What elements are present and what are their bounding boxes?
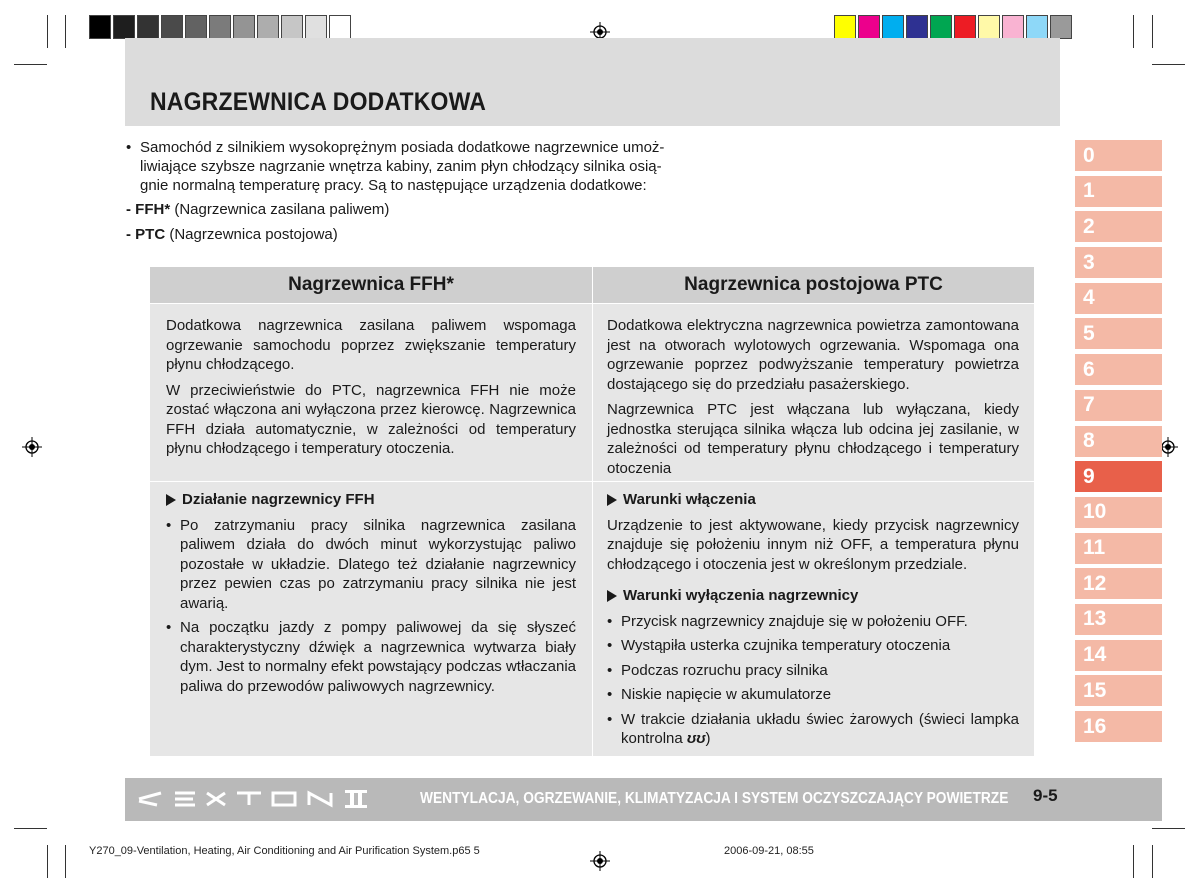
color-swatch bbox=[882, 15, 904, 39]
color-swatch bbox=[1050, 15, 1072, 39]
chapter-tab-12[interactable]: 12 bbox=[1075, 568, 1162, 599]
color-swatch bbox=[906, 15, 928, 39]
crop-mark bbox=[65, 15, 66, 48]
crop-mark bbox=[1152, 15, 1153, 48]
bullet-dot: • bbox=[607, 661, 613, 679]
chapter-tab-13[interactable]: 13 bbox=[1075, 604, 1162, 635]
bullet-dot: • bbox=[126, 139, 132, 156]
chapter-tab-0[interactable]: 0 bbox=[1075, 140, 1162, 171]
intro-bullet bbox=[126, 138, 686, 195]
ptc-conditions-cell bbox=[607, 490, 1019, 754]
footer-strip bbox=[68, 800, 90, 860]
section-heading-text: Warunki wyłączenia nagrzewnicy bbox=[623, 587, 859, 604]
intro-item-ptc bbox=[126, 225, 686, 244]
color-swatch bbox=[233, 15, 255, 39]
ptc-description-paragraph: Nagrzewnica PTC jest włączana lub wyłączana, kiedy jednostka sterująca silnika włącza lub odcina jej zasilanie, w zależności od temperatury płynu chłodzącego i temperatury otoczenia bbox=[607, 401, 1019, 477]
list-item-text bbox=[621, 710, 1019, 749]
bullet-dot: • bbox=[607, 637, 613, 654]
intro-item-code: - PTC bbox=[126, 226, 166, 243]
color-swatch bbox=[137, 15, 159, 39]
triangle-right-icon bbox=[607, 494, 617, 506]
ffh-operation-list bbox=[166, 516, 576, 697]
intro-line: Samochód z silnikiem wysokoprężnym posiada dodatkowe nagrzewnice umoż- bbox=[140, 139, 665, 156]
ffh-operation-cell bbox=[166, 490, 576, 701]
chapter-tab-15[interactable]: 15 bbox=[1075, 675, 1162, 706]
glow-plug-icon: ʊʊ bbox=[686, 730, 706, 747]
list-item bbox=[607, 685, 1019, 705]
intro-item-desc: (Nagrzewnica zasilana paliwem) bbox=[170, 201, 390, 218]
color-swatch bbox=[185, 15, 207, 39]
ffh-operation-heading bbox=[166, 490, 576, 510]
ptc-off-heading bbox=[607, 586, 1019, 606]
intro-item-code: - FFH* bbox=[126, 201, 171, 218]
color-swatch bbox=[930, 15, 952, 39]
intro-item-ffh bbox=[126, 200, 686, 219]
chapter-tab-10[interactable]: 10 bbox=[1075, 497, 1162, 528]
color-swatch bbox=[1002, 15, 1024, 39]
chapter-tab-14[interactable]: 14 bbox=[1075, 640, 1162, 671]
section-heading-text: Działanie nagrzewnicy FFH bbox=[182, 491, 375, 508]
heater-comparison-table bbox=[150, 267, 1034, 756]
table-header-ffh: Nagrzewnica FFH* bbox=[150, 267, 592, 303]
bullet-dot: • bbox=[166, 619, 172, 636]
chapter-tab-4[interactable]: 4 bbox=[1075, 283, 1162, 314]
chapter-tab-9[interactable]: 9 bbox=[1075, 461, 1162, 492]
color-swatch bbox=[834, 15, 856, 39]
crop-mark bbox=[14, 64, 47, 65]
chapter-tab-11[interactable]: 11 bbox=[1075, 533, 1162, 564]
triangle-right-icon bbox=[607, 590, 617, 602]
color-swatch bbox=[1026, 15, 1048, 39]
file-page: 5 bbox=[473, 845, 480, 857]
grayscale-color-bar bbox=[89, 15, 353, 39]
rexton-logo-icon bbox=[137, 787, 397, 811]
crop-mark bbox=[1152, 828, 1185, 829]
list-item-text: Niskie napięcie w akumulatorze bbox=[621, 686, 832, 703]
list-item bbox=[607, 710, 1019, 749]
file-info bbox=[89, 845, 480, 857]
chapter-tab-2[interactable]: 2 bbox=[1075, 211, 1162, 242]
crop-mark bbox=[1152, 845, 1153, 878]
section-heading-text: Warunki włączenia bbox=[623, 491, 756, 508]
chapter-tab-5[interactable]: 5 bbox=[1075, 318, 1162, 349]
page-number: 9-5 bbox=[1033, 786, 1058, 805]
bullet-dot: • bbox=[607, 710, 613, 728]
ptc-on-text: Urządzenie to jest aktywowane, kiedy przycisk nagrzewnicy znajduje się położeniu innym niż OFF, a temperatura płynu chłodzącego i otoczenia jest w określonym przedziale. bbox=[607, 516, 1019, 573]
chapter-tab-1[interactable]: 1 bbox=[1075, 176, 1162, 207]
footer-section-title: WENTYLACJA, OGRZEWANIE, KLIMATYZACJA I SYSTEM OCZYSZCZAJĄCY POWIETRZE bbox=[420, 790, 1009, 807]
crop-mark bbox=[1152, 64, 1185, 65]
crop-mark bbox=[14, 828, 47, 829]
color-swatch bbox=[113, 15, 135, 39]
color-swatch bbox=[209, 15, 231, 39]
list-item-text: Podczas rozruchu pracy silnika bbox=[621, 661, 828, 679]
ffh-description-cell bbox=[166, 316, 576, 465]
list-item-text-part: W trakcie działania układu świec żarowych (świeci lampka kontrolna bbox=[621, 710, 1019, 747]
crop-mark bbox=[47, 845, 48, 878]
chapter-tab-6[interactable]: 6 bbox=[1075, 354, 1162, 385]
file-name: Y270_09-Ventilation, Heating, Air Conditioning and Air Purification System.p65 bbox=[89, 845, 471, 857]
crop-mark bbox=[47, 15, 48, 48]
list-item-text: Przycisk nagrzewnicy znajduje się w położeniu OFF. bbox=[621, 612, 968, 630]
color-swatch bbox=[978, 15, 1000, 39]
chapter-tab-3[interactable]: 3 bbox=[1075, 247, 1162, 278]
color-swatch bbox=[858, 15, 880, 39]
cmyk-color-bar bbox=[834, 15, 1074, 39]
ptc-off-list bbox=[607, 612, 1019, 749]
triangle-right-icon bbox=[166, 494, 176, 506]
ptc-on-heading bbox=[607, 490, 1019, 510]
crop-mark bbox=[65, 845, 66, 878]
ptc-description-cell bbox=[607, 316, 1019, 484]
intro-line: liwiające szybsze nagrzanie wnętrza kabiny, zanim płyn chłodzący silnika osią- bbox=[140, 158, 662, 175]
crop-mark bbox=[1133, 845, 1134, 878]
list-item-text: Wystąpiła usterka czujnika temperatury otoczenia bbox=[621, 637, 951, 654]
row-divider bbox=[150, 303, 1034, 304]
crop-mark bbox=[1133, 15, 1134, 48]
ptc-description-paragraph: Dodatkowa elektryczna nagrzewnica powietrza zamontowana jest na otworach wylotowych ogrzewania. Wspomaga ona ogrzewanie poprzez podwyższanie temperatury powietrza dostającego się do przedziału pasażerskiego. bbox=[607, 317, 1019, 393]
intro-section bbox=[126, 138, 686, 244]
list-item bbox=[166, 516, 576, 614]
table-header-ptc: Nagrzewnica postojowa PTC bbox=[593, 267, 1034, 303]
list-item bbox=[607, 612, 1019, 632]
registration-mark-icon bbox=[590, 851, 610, 871]
bullet-dot: • bbox=[607, 686, 613, 703]
ffh-description-paragraph: W przeciwieństwie do PTC, nagrzewnica FFH nie może zostać włączona ani wyłączona przez kierowcę. Nagrzewnica FFH działa automatycznie, w zależności od temperatury płynu chłodzącego i temperatury otoczenia. bbox=[166, 381, 576, 457]
list-item bbox=[607, 661, 1019, 681]
column-divider bbox=[592, 267, 593, 756]
color-swatch bbox=[257, 15, 279, 39]
color-swatch bbox=[329, 15, 351, 39]
page-title: NAGRZEWNICA DODATKOWA bbox=[150, 88, 487, 116]
ffh-description-paragraph: Dodatkowa nagrzewnica zasilana paliwem wspomaga ogrzewanie samochodu poprzez zwiększanie temperatury płynu chłodzącego. bbox=[166, 317, 576, 373]
list-item-text-part: ) bbox=[705, 730, 711, 747]
color-swatch bbox=[305, 15, 327, 39]
intro-line: gnie normalną temperaturę pracy. Są to następujące urządzenia dodatkowe: bbox=[140, 177, 647, 194]
color-swatch bbox=[281, 15, 303, 39]
color-swatch bbox=[954, 15, 976, 39]
intro-text bbox=[140, 138, 664, 195]
registration-mark-icon bbox=[22, 437, 42, 457]
color-swatch bbox=[161, 15, 183, 39]
chapter-tab-16[interactable]: 16 bbox=[1075, 711, 1162, 742]
list-item-text: Na początku jazdy z pompy paliwowej da się słyszeć charakterystyczny dźwięk a nagrzewnica wytwarza biały dym. Jest to normalny efekt powstający podczas wtłaczania paliwa do przewodów paliwowych nagrzewnicy. bbox=[180, 619, 577, 695]
list-item-text: Po zatrzymaniu pracy silnika nagrzewnica zasilana paliwem działa do dwóch minut wykorzystując paliwo pozostałe w układzie. Dlatego też działanie nagrzewnicy przez pewien czas po zatrzymaniu pracy silnika nie jest awarią. bbox=[180, 516, 576, 612]
chapter-tab-7[interactable]: 7 bbox=[1075, 390, 1162, 421]
bullet-dot: • bbox=[166, 516, 172, 534]
chapter-tab-8[interactable]: 8 bbox=[1075, 426, 1162, 457]
list-item bbox=[607, 636, 1019, 656]
intro-item-desc: (Nagrzewnica postojowa) bbox=[165, 226, 338, 243]
chapter-tabs bbox=[1075, 140, 1162, 747]
bullet-dot: • bbox=[607, 612, 613, 630]
list-item bbox=[166, 618, 576, 696]
color-swatch bbox=[89, 15, 111, 39]
file-date: 2006-09-21, 08:55 bbox=[724, 845, 814, 857]
